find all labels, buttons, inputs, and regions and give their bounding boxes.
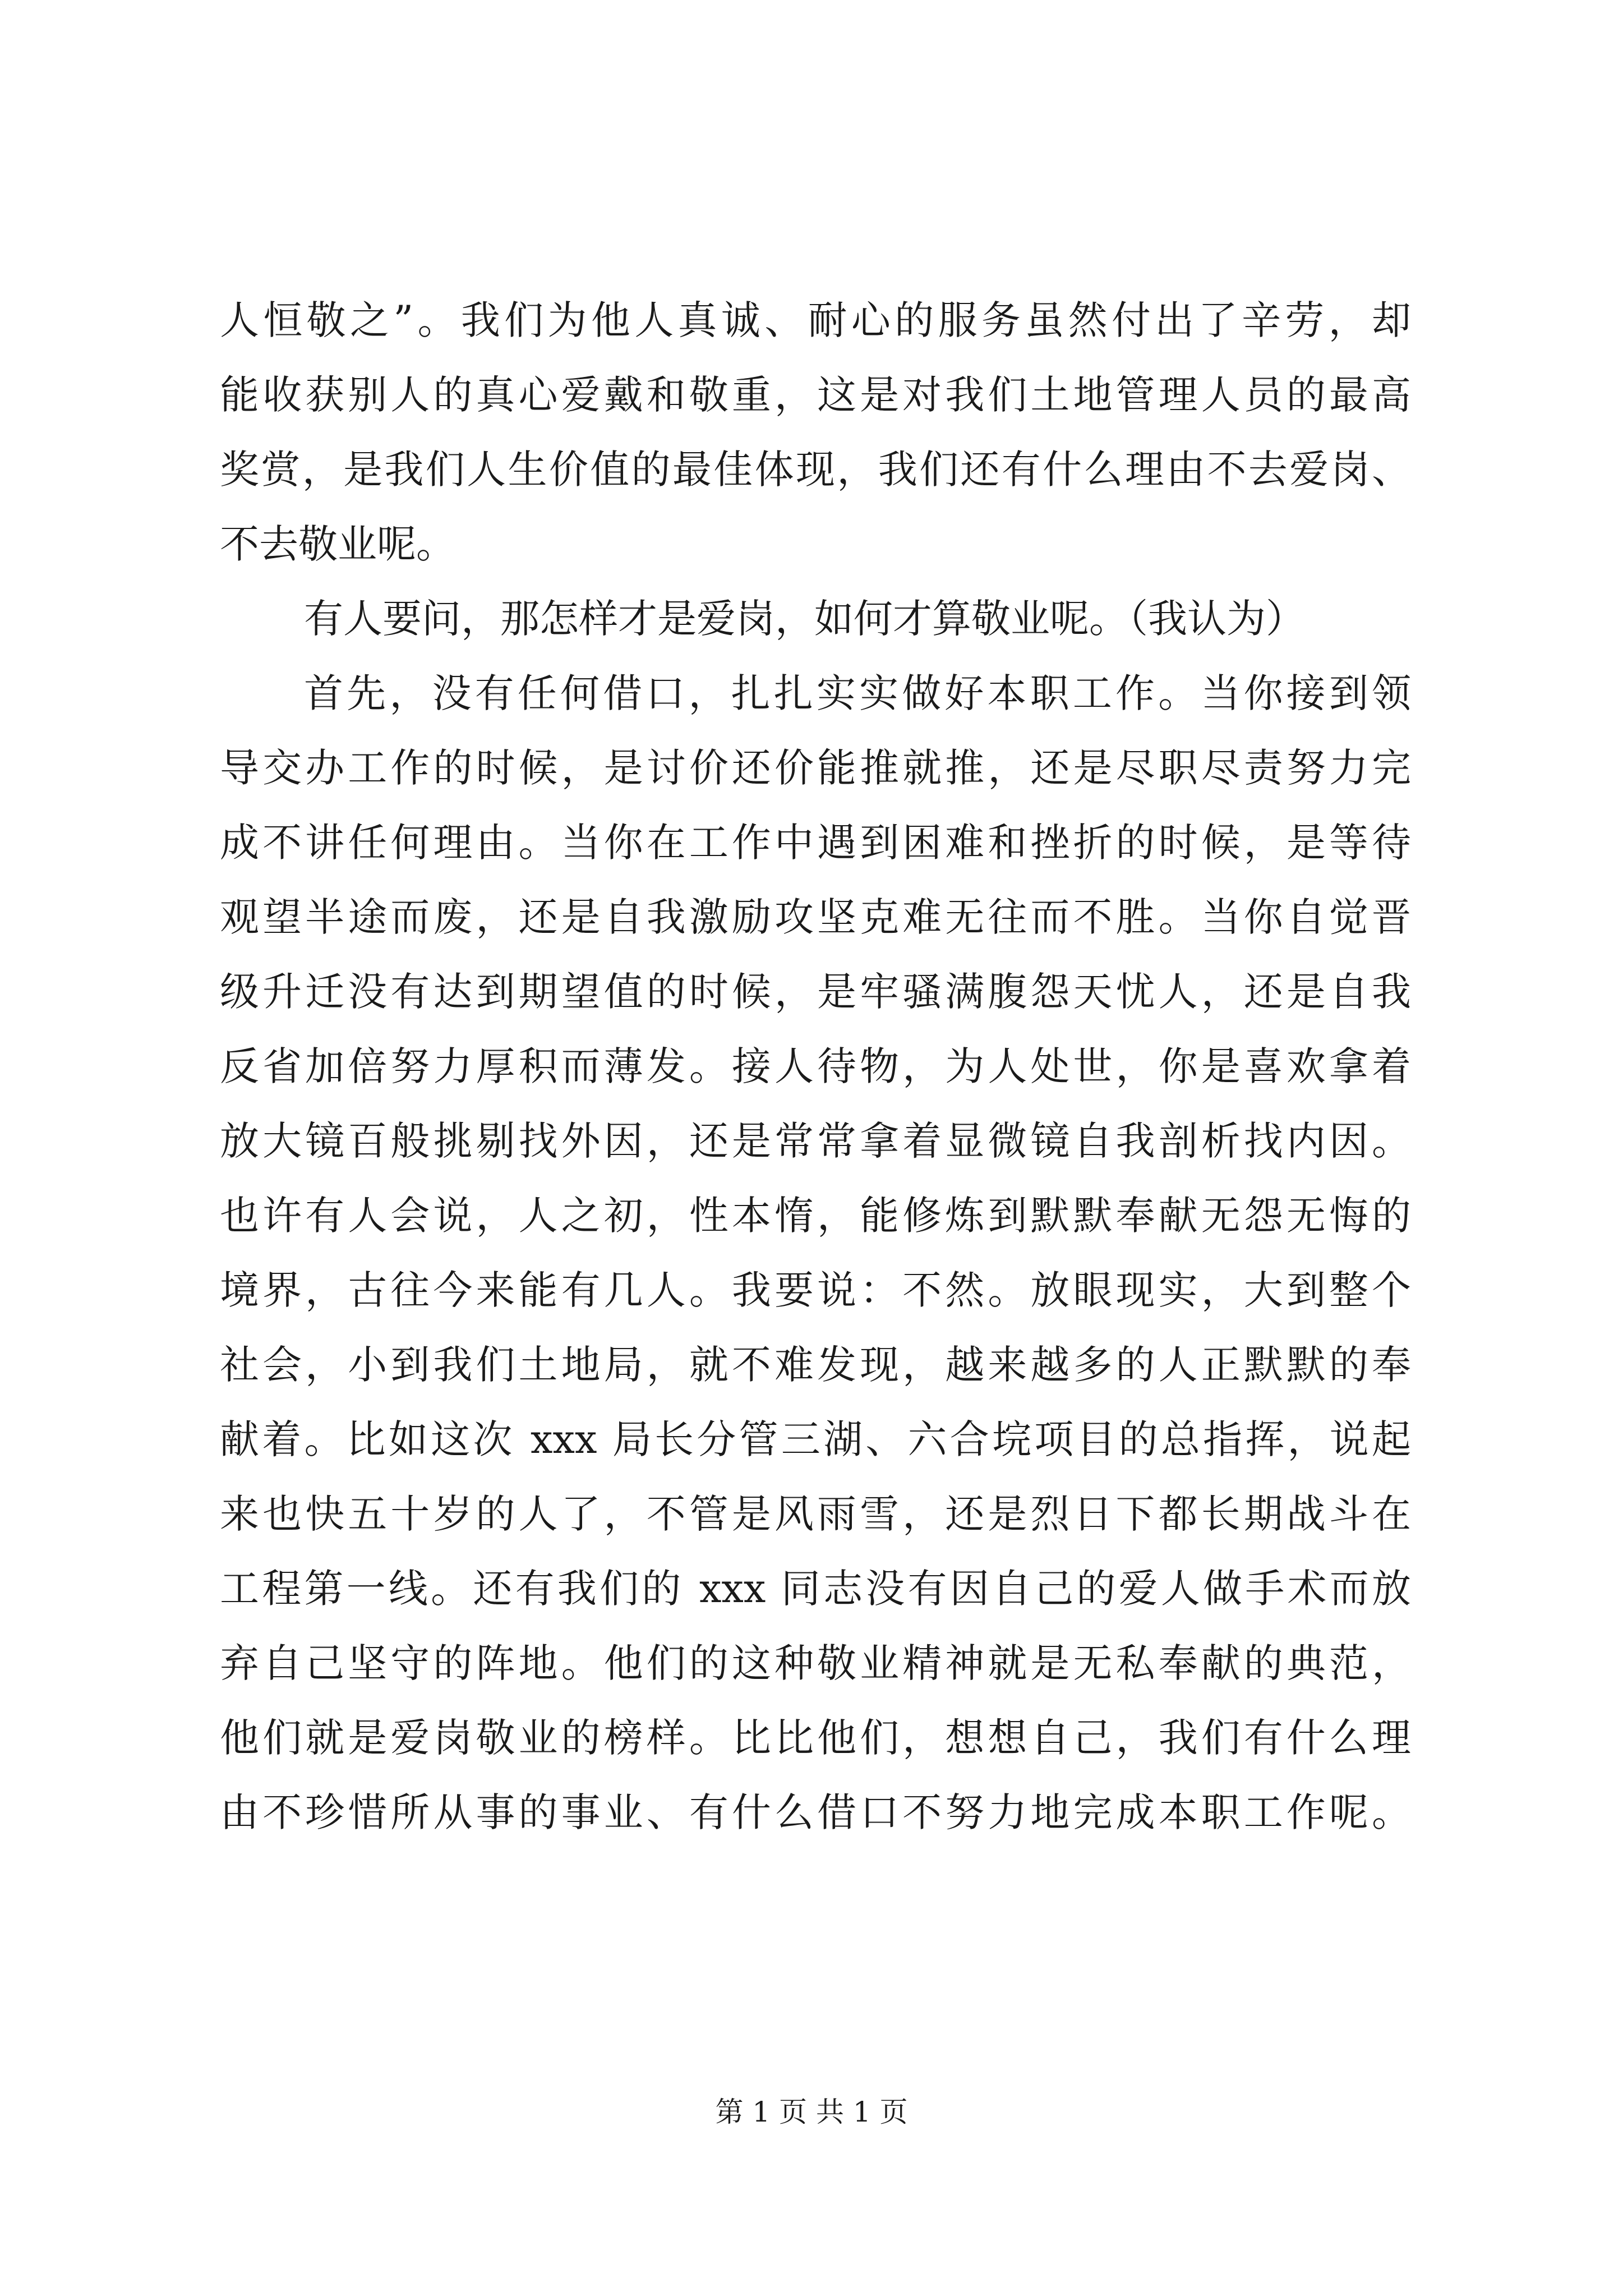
text-line: 首先，没有任何借口，扎扎实实做好本职工作。当你接到领 <box>304 670 1411 716</box>
text-line: 观望半途而废，还是自我激励攻坚克难无往而不胜。当你自觉晋 <box>220 894 1411 940</box>
text-line: 也许有人会说，人之初，性本惰，能修炼到默默奉献无怨无悔的 <box>220 1193 1411 1239</box>
text-line: 放大镜百般挑剔找外因，还是常常拿着显微镜自我剖析找内因。 <box>220 1118 1411 1164</box>
page-number-footer: 第 1 页 共 1 页 <box>715 2096 908 2128</box>
text-line: 反省加倍努力厚积而薄发。接人待物，为人处世，你是喜欢拿着 <box>220 1043 1411 1089</box>
text-line: 社会，小到我们土地局，就不难发现，越来越多的人正默默的奉 <box>220 1342 1411 1388</box>
text-line: 他们就是爱岗敬业的榜样。比比他们，想想自己，我们有什么理 <box>220 1715 1411 1761</box>
text-line: 境界，古往今来能有几人。我要说：不然。放眼现实，大到整个 <box>220 1267 1411 1313</box>
text-line: 来也快五十岁的人了，不管是风雨雪，还是烈日下都长期战斗在 <box>220 1491 1411 1537</box>
text-line: 不去敬业呢。 <box>220 521 455 567</box>
document-body <box>220 283 1411 1850</box>
text-line: 有人要问，那怎样才是爱岗，如何才算敬业呢。（我认为） <box>304 596 1305 642</box>
text-line: 由不珍惜所从事的事业、有什么借口不努力地完成本职工作呢。 <box>220 1789 1411 1835</box>
text-line: 献着。比如这次 xxx 局长分管三湖、六合垸项目的总指挥，说起 <box>220 1416 1411 1462</box>
text-line: 奖赏，是我们人生价值的最佳体现，我们还有什么理由不去爱岗、 <box>220 447 1411 493</box>
text-line: 成不讲任何理由。当你在工作中遇到困难和挫折的时候，是等待 <box>220 820 1411 866</box>
text-line: 弃自己坚守的阵地。他们的这种敬业精神就是无私奉献的典范， <box>220 1640 1411 1686</box>
text-line: 工程第一线。还有我们的 xxx 同志没有因自己的爱人做手术而放 <box>220 1566 1411 1612</box>
text-line: 导交办工作的时候，是讨价还价能推就推，还是尽职尽责努力完 <box>220 745 1411 791</box>
text-line: 能收获别人的真心爱戴和敬重，这是对我们土地管理人员的最高 <box>220 372 1411 418</box>
text-line: 人恒敬之”。我们为他人真诚、耐心的服务虽然付出了辛劳，却 <box>220 297 1411 343</box>
text-line: 级升迁没有达到期望值的时候，是牢骚满腹怨天忧人，还是自我 <box>220 969 1411 1015</box>
